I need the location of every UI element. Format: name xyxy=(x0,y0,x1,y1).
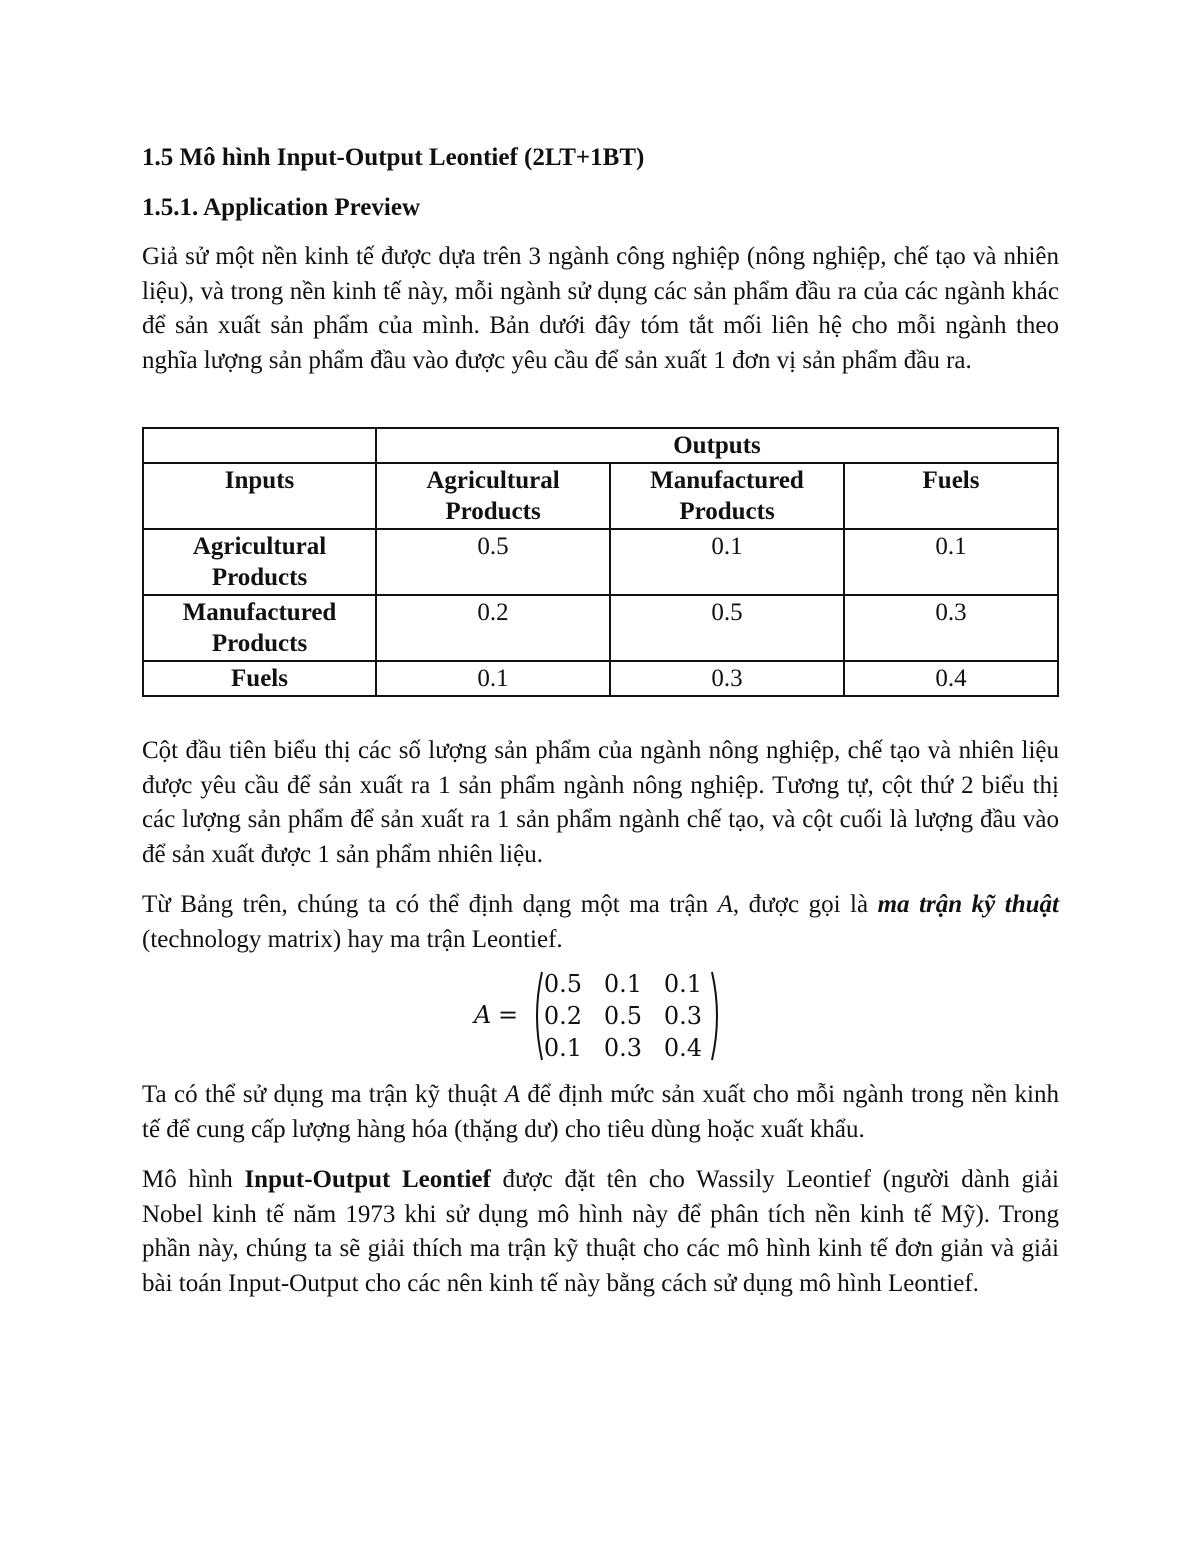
column-header-agricultural: Agricultural Products xyxy=(376,463,610,529)
table-cell: 0.3 xyxy=(844,595,1058,661)
equals-sign: = xyxy=(498,1001,519,1029)
matrix-cell: 0.1 xyxy=(603,970,643,998)
matrix-cell: 0.3 xyxy=(663,1002,703,1030)
table-row xyxy=(143,529,1058,595)
matrix-cell: 0.2 xyxy=(543,1002,583,1030)
matrix-cell: 0.1 xyxy=(663,970,703,998)
right-paren-icon xyxy=(710,970,724,1062)
inputs-header: Inputs xyxy=(143,463,376,529)
explanation-paragraph: Cột đầu tiên biểu thị các số lượng sản phẩm của ngành nông nghiệp, chế tạo và nhiên liệu được yêu cầu để sản xuất ra 1 sản phẩm ngành nông nghiệp. Tương tự, cột thứ 2 biểu thị các lượng sản phẩm để sản xuất ra 1 sản phẩm ngành chế tạo, và cột cuối là lượng đầu vào để sản xuất được 1 sản phẩm nhiên liệu. xyxy=(142,737,1059,868)
matrix-cell: 0.5 xyxy=(603,1002,643,1030)
matrix-definition-paragraph: Từ Bảng trên, chúng ta có thể định dạng một ma trận A, được gọi là ma trận kỹ thuật (technology matrix) hay ma trận Leontief. xyxy=(142,891,1060,953)
matrix-variable: A xyxy=(717,891,733,918)
table-cell: 0.5 xyxy=(376,529,610,595)
matrix-cell: 0.5 xyxy=(543,970,583,998)
input-output-table xyxy=(142,427,1059,697)
matrix-name: A xyxy=(474,1001,492,1029)
table-corner-cell xyxy=(143,428,376,463)
row-header-manufactured: Manufactured Products xyxy=(143,595,376,661)
table-cell: 0.4 xyxy=(844,661,1058,696)
table-header-row-outputs xyxy=(143,428,1058,463)
row-header-fuels: Fuels xyxy=(143,661,376,696)
technology-matrix-term: ma trận kỹ thuật xyxy=(877,891,1060,918)
column-header-manufactured: Manufactured Products xyxy=(610,463,844,529)
matrix-cell: 0.3 xyxy=(603,1034,643,1062)
section-title: 1.5 Mô hình Input-Output Leontief (2LT+1BT) xyxy=(142,144,645,171)
row-header-agricultural: Agricultural Products xyxy=(143,529,376,595)
table-cell: 0.1 xyxy=(844,529,1058,595)
outputs-header: Outputs xyxy=(376,428,1058,463)
model-name: Input-Output Leontief xyxy=(244,1166,491,1193)
intro-paragraph: Giả sử một nền kinh tế được dựa trên 3 ngành công nghiệp (nông nghiệp, chế tạo và nhiên liệu), và trong nền kinh tế này, mỗi ngành sử dụng các sản phẩm đầu ra của các ngành khác để sản xuất sản phẩm của mình. Bản dưới đây tóm tắt mối liên hệ cho mỗi ngành theo nghĩa lượng sản phẩm đầu vào được yêu cầu để sản xuất 1 đơn vị sản phẩm đầu ra. xyxy=(142,243,1059,374)
table-cell: 0.3 xyxy=(610,661,844,696)
technology-matrix-formula xyxy=(474,970,734,1062)
usage-paragraph: Ta có thể sử dụng ma trận kỹ thuật A để định mức sản xuất cho mỗi ngành trong nền kinh tế để cung cấp lượng hàng hóa (thặng dư) cho tiêu dùng hoặc xuất khẩu. xyxy=(142,1081,1060,1143)
leontief-paragraph: Mô hình Input-Output Leontief được đặt tên cho Wassily Leontief (người dành giải Nobel kinh tế năm 1973 khi sử dụng mô hình này để phân tích nền kinh tế Mỹ). Trong phần này, chúng ta sẽ giải thích ma trận kỹ thuật cho các mô hình kinh tế đơn giản và giải bài toán Input-Output cho các nên kinh tế này bằng cách sử dụng mô hình Leontief. xyxy=(142,1166,1059,1297)
table-cell: 0.5 xyxy=(610,595,844,661)
table-cell: 0.1 xyxy=(376,661,610,696)
table-row xyxy=(143,595,1058,661)
table-row xyxy=(143,661,1058,696)
table-header-row-columns xyxy=(143,463,1058,529)
matrix-cell: 0.1 xyxy=(543,1034,583,1062)
column-header-fuels: Fuels xyxy=(844,463,1058,529)
matrix-variable: A xyxy=(504,1081,521,1108)
table-cell: 0.2 xyxy=(376,595,610,661)
matrix-cell: 0.4 xyxy=(663,1034,703,1062)
table-cell: 0.1 xyxy=(610,529,844,595)
section-subtitle: 1.5.1. Application Preview xyxy=(142,194,421,221)
